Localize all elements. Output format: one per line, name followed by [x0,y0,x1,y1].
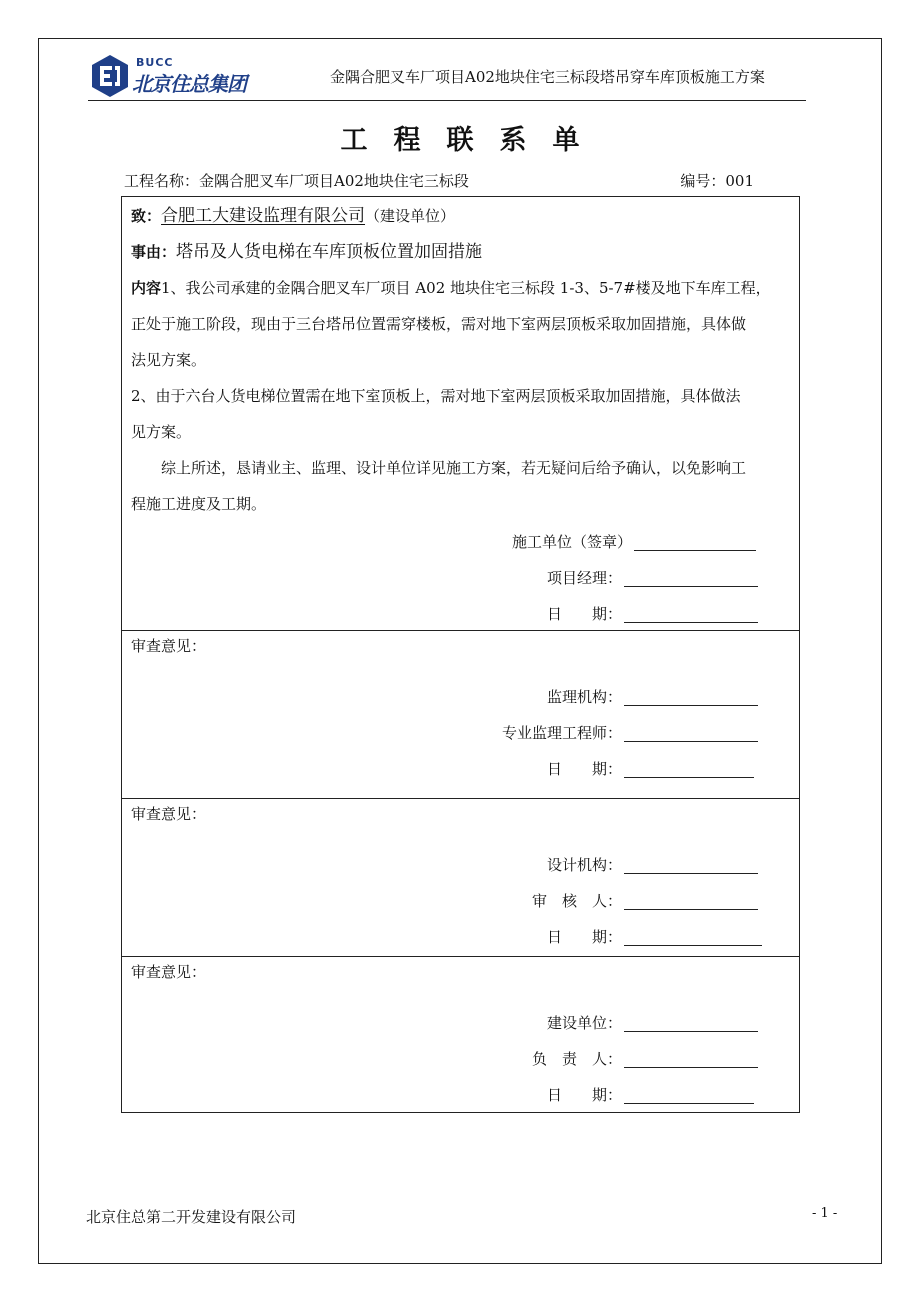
content-line: 2、由于六台人货电梯位置需在地下室顶板上，需对地下室两层顶板采取加固措施，具体做法 [131,387,741,405]
signature-supervision-engineer [432,722,622,742]
signature-label: 建设单位： [546,1014,622,1032]
content-line: 程施工进度及工期。 [131,495,267,513]
subject-line [131,242,482,262]
owner-review-section [122,957,799,1112]
signature-supervision-org [432,686,622,706]
supervision-review-section [122,631,799,799]
bucc-logo-icon [90,54,130,98]
header-divider [88,100,806,101]
document-number-value: 001 [725,172,754,190]
signature-fill-line[interactable] [624,1031,758,1032]
signature-date [432,926,622,946]
signature-label: 设计机构： [546,856,622,874]
signature-label: 施工单位（签章） [511,533,632,551]
page-number: - 1 - [812,1206,838,1221]
signature-label: 专业监理工程师： [501,724,622,742]
header-title: 金隅合肥叉车厂项目A02地块住宅三标段塔吊穿车库顶板施工方案 [330,68,765,86]
signature-fill-line[interactable] [624,945,762,946]
signature-fill-line[interactable] [624,586,758,587]
signature-construction-unit [432,531,632,551]
signature-label: 日 期： [546,605,622,623]
content-line: 内容1、我公司承建的金隅合肥叉车厂项目 A02 地块住宅三标段 1-3、5-7#楼及地下车库工程， [131,279,771,297]
signature-fill-line[interactable] [634,550,756,551]
signature-project-manager [432,567,622,587]
content-line: 见方案。 [131,423,192,441]
signature-label: 监理机构： [546,688,622,706]
company-logo [90,54,246,98]
signature-label: 日 期： [546,760,622,778]
signature-reviewer [432,890,622,910]
meta-row [124,170,754,190]
recipient-company: 合肥工大建设监理有限公司 [161,206,366,226]
subject-text: 塔吊及人货电梯在车库顶板位置加固措施 [176,242,483,262]
subject-label: 事由： [131,243,177,261]
signature-fill-line[interactable] [624,873,758,874]
recipient-label: 致： [131,207,162,225]
review-opinion-label: 审查意见： [131,805,207,823]
footer-company: 北京住总第二开发建设有限公司 [86,1208,297,1226]
content-label: 内容 [131,279,162,297]
signature-date [432,1084,622,1104]
recipient-suffix: （建设单位） [365,207,456,225]
signature-label: 日 期： [546,1086,622,1104]
contact-form-table [121,196,800,1113]
review-opinion-label: 审查意见： [131,637,207,655]
signature-date [432,603,622,623]
signature-fill-line[interactable] [624,777,754,778]
project-name-field [124,170,469,191]
signature-fill-line[interactable] [624,1067,758,1068]
document-number-label: 编号： [680,172,726,190]
review-opinion-label: 审查意见： [131,963,207,981]
signature-owner-unit [432,1012,622,1032]
content-body [131,270,796,522]
design-review-section [122,799,799,957]
logo-text-cn: 北京住总集团 [132,72,246,96]
document-number-field [680,170,754,191]
content-line: 正处于施工阶段，现由于三台塔吊位置需穿楼板，需对地下室两层顶板采取加固措施，具体做 [131,315,747,333]
letter-section [122,197,799,631]
signature-label: 日 期： [546,928,622,946]
signature-label: 项目经理： [546,569,622,587]
signature-design-org [432,854,622,874]
signature-fill-line[interactable] [624,741,758,742]
content-line: 法见方案。 [131,351,207,369]
signature-label: 负 责 人： [531,1050,622,1068]
project-name-value: 金隅合肥叉车厂项目A02地块住宅三标段 [199,172,469,190]
signature-person-in-charge [432,1048,622,1068]
project-name-label: 工程名称： [124,172,200,190]
signature-fill-line[interactable] [624,909,758,910]
content-line: 综上所述，恳请业主、监理、设计单位详见施工方案，若无疑问后给予确认，以免影响工 [131,459,747,477]
signature-date [432,758,622,778]
signature-fill-line[interactable] [624,1103,754,1104]
document-title: 工程联系单 [340,125,606,156]
logo-text-en: BUCC [136,56,174,69]
recipient-line [131,206,455,226]
signature-label: 审 核 人： [531,892,622,910]
signature-fill-line[interactable] [624,622,758,623]
signature-fill-line[interactable] [624,705,758,706]
